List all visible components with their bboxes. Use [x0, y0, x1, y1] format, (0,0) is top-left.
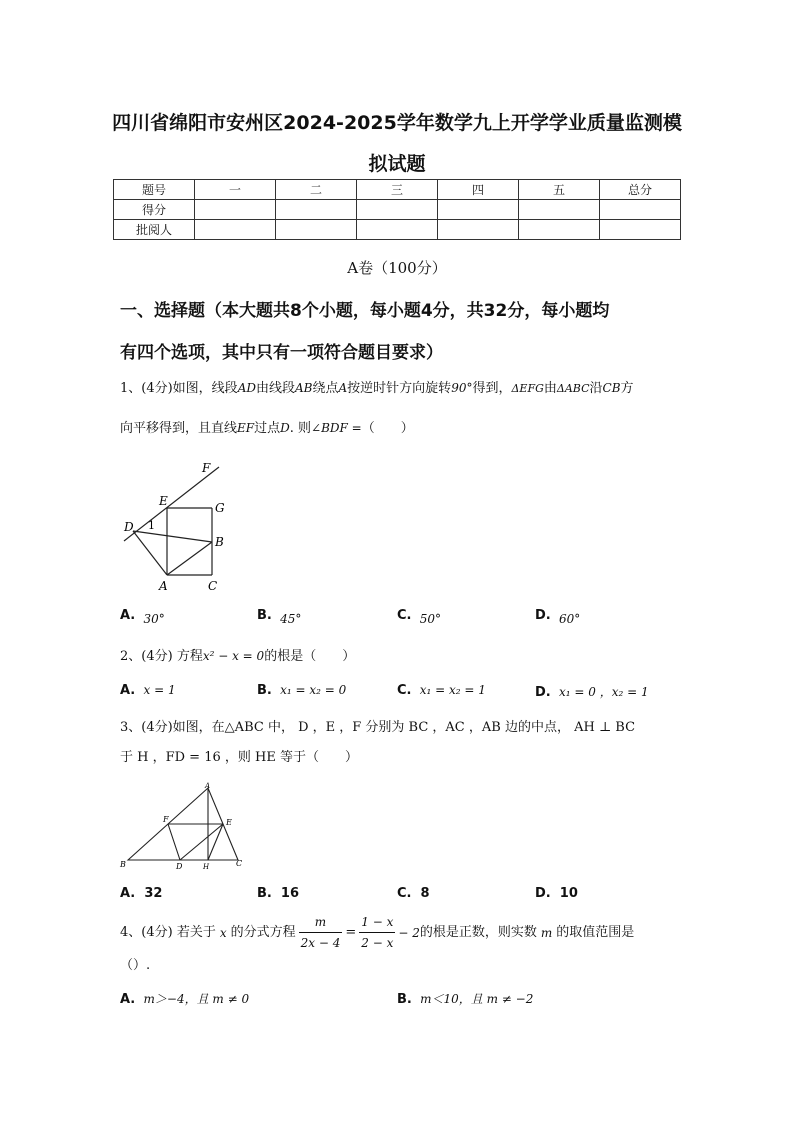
q1-option-a [120, 608, 165, 626]
option-value: x₁ = 0 ，x₂ = 1 [559, 685, 649, 699]
score-table-header-cell: 题号 [114, 180, 195, 200]
option-value: 45° [280, 612, 302, 626]
q3-option-c [397, 886, 430, 901]
grader-cell [195, 220, 276, 240]
score-table-row-label: 得分 [114, 200, 195, 220]
grader-cell [600, 220, 681, 240]
q4-fraction-1 [299, 912, 343, 953]
option-value: 8 [420, 886, 430, 901]
option-letter: C. [397, 683, 412, 698]
q2-text: 2、(4分) 方程 [120, 649, 203, 664]
q1-text: 按逆时针方向旋转 [347, 381, 452, 396]
q4-math: x [219, 925, 227, 940]
q1-text: 过点 [254, 421, 281, 436]
q1-option-d [535, 608, 581, 626]
option-value: 50° [419, 612, 442, 626]
q1-text: 向平移得到，且直线 [120, 421, 238, 436]
option-letter: A. [120, 608, 136, 623]
q3-option-d [535, 886, 578, 901]
option-value: 30° [143, 612, 165, 626]
score-cell [519, 200, 600, 220]
q4-text: 的取值范围是 [556, 924, 635, 940]
option-letter: C. [397, 608, 412, 623]
q3-geometry-figure [118, 780, 250, 872]
option-letter: D. [535, 886, 551, 901]
grader-cell [276, 220, 357, 240]
q1-text: （ ） [361, 421, 414, 436]
q3-label-A: A [205, 782, 211, 790]
score-table-row-label: 批阅人 [114, 220, 195, 240]
q2-equation: x² − x = 0 [202, 649, 265, 663]
q1-math: EF [237, 421, 255, 435]
score-table-row-score [114, 200, 681, 220]
q4-equals: = [345, 924, 357, 940]
q1-text: 得到， [472, 381, 512, 396]
option-value: x = 1 [143, 683, 176, 697]
fraction-denominator: 2 − x [359, 932, 395, 953]
q3-option-b [257, 886, 299, 901]
q4-option-a [120, 990, 249, 1007]
grader-cell [519, 220, 600, 240]
q1-label-B: B [215, 535, 224, 549]
fraction-numerator: m [314, 915, 327, 929]
doc-title-line-1: 四川省绵阳市安州区2024-2025学年数学九上开学学业质量监测模 [112, 112, 682, 134]
q2-option-c [397, 683, 486, 698]
q1-text: 方 [620, 381, 634, 396]
part1-heading-line-2: 有四个选项，其中只有一项符合题目要求） [120, 343, 443, 363]
option-value: 32 [144, 886, 163, 901]
q3-option-a [120, 886, 162, 901]
option-value: 10 [559, 886, 578, 901]
q1-math: 90° [451, 381, 473, 395]
q3-label-H: H [203, 863, 210, 871]
option-value: m＞−4，且 m ≠ 0 [143, 992, 250, 1006]
score-cell [276, 200, 357, 220]
option-value: 16 [280, 886, 300, 901]
option-value: 60° [559, 612, 581, 626]
q2-option-a [120, 683, 176, 698]
fraction-denominator: 2x − 4 [299, 932, 343, 953]
q3-label-B: B [120, 860, 126, 869]
q1-math: AB [295, 381, 313, 395]
q1-label-G: G [215, 501, 225, 515]
score-cell [438, 200, 519, 220]
option-letter: B. [257, 608, 272, 623]
q1-stem-line-1 [120, 378, 680, 399]
q1-math: CB [602, 381, 621, 395]
score-cell [195, 200, 276, 220]
q4-stem-line-2: （）. [120, 958, 151, 973]
q2-option-b [257, 683, 346, 698]
q3-label-E: E [226, 818, 232, 827]
score-table-header-cell: 一 [195, 180, 276, 200]
option-letter: D. [535, 685, 551, 700]
q1-math: ΔABC [556, 382, 590, 395]
score-table [113, 179, 681, 240]
q1-text: 由线段 [255, 381, 295, 396]
q2-text: 的根是（ ） [264, 649, 356, 664]
q4-text: 的分式方程 [230, 924, 296, 940]
score-table-header-cell: 三 [357, 180, 438, 200]
q1-option-c [397, 608, 442, 626]
q1-text: 1、(4分)如图，线段 [120, 381, 238, 396]
q4-math: − 2 [398, 925, 420, 940]
q2-stem [120, 646, 355, 667]
fraction-numerator: 1 − x [361, 915, 394, 929]
section-a-heading: A卷（100分） [347, 259, 447, 277]
q1-text: 沿 [589, 381, 603, 396]
option-letter: A. [120, 683, 136, 698]
score-table-header-cell: 五 [519, 180, 600, 200]
option-letter: B. [257, 886, 272, 901]
option-letter: A. [120, 992, 136, 1007]
q1-label-A: A [159, 579, 168, 593]
q1-math: A [338, 381, 348, 395]
option-letter: B. [397, 992, 412, 1007]
q1-geometry-figure [118, 458, 238, 594]
score-cell [357, 200, 438, 220]
q4-option-b [397, 990, 533, 1007]
score-table-header-cell: 二 [276, 180, 357, 200]
q3-stem-line-2: 于 H ，FD = 16 ，则 HE 等于（ ） [120, 750, 358, 765]
q1-math: ΔEFG [511, 382, 544, 395]
doc-title-line-2: 拟试题 [368, 153, 426, 175]
q1-stem-line-2 [120, 418, 414, 439]
q1-text: . 则 [289, 421, 312, 436]
option-value: x₁ = x₂ = 1 [419, 683, 486, 697]
q1-math: D [280, 421, 290, 435]
q3-label-F: F [163, 815, 169, 824]
option-letter: D. [535, 608, 551, 623]
score-table-header-cell: 总分 [600, 180, 681, 200]
q4-text: 的根是正数，则实数 [419, 924, 537, 940]
q1-option-b [257, 608, 302, 626]
q3-label-D: D [176, 862, 183, 871]
part1-heading-line-1: 一、选择题（本大题共8个小题，每小题4分，共32分，每小题均 [120, 301, 610, 321]
q1-label-E: E [159, 494, 168, 508]
q1-text: 由 [543, 381, 557, 396]
grader-cell [438, 220, 519, 240]
score-table-header-cell: 四 [438, 180, 519, 200]
option-value: x₁ = x₂ = 0 [280, 683, 347, 697]
option-letter: C. [397, 886, 412, 901]
q1-label-angle-1: 1 [148, 519, 155, 532]
q3-stem-line-1: 3、(4分)如图，在△ABC 中， D ，E ，F 分别为 BC ，AC ，AB 边的中点， AH ⊥ BC [120, 720, 636, 735]
score-cell [600, 200, 681, 220]
option-letter: B. [257, 683, 272, 698]
q1-text: 绕点 [312, 381, 339, 396]
q4-stem-line-1 [120, 912, 634, 953]
q3-label-C: C [236, 859, 243, 868]
score-table-header-row [114, 180, 681, 200]
q4-math: m [540, 925, 553, 940]
option-letter: A. [120, 886, 136, 901]
grader-cell [357, 220, 438, 240]
q1-math: AD [237, 381, 256, 395]
option-value: m＜10，且 m ≠ −2 [420, 992, 534, 1006]
q1-label-F: F [202, 461, 211, 475]
score-table-row-grader [114, 220, 681, 240]
q4-text: 4、(4分) 若关于 [120, 924, 216, 940]
q4-fraction-2 [359, 912, 395, 953]
q2-option-d [535, 683, 649, 700]
q1-math: ∠BDF = [311, 421, 362, 435]
q1-label-C: C [208, 579, 218, 593]
q1-label-D: D [124, 520, 134, 534]
